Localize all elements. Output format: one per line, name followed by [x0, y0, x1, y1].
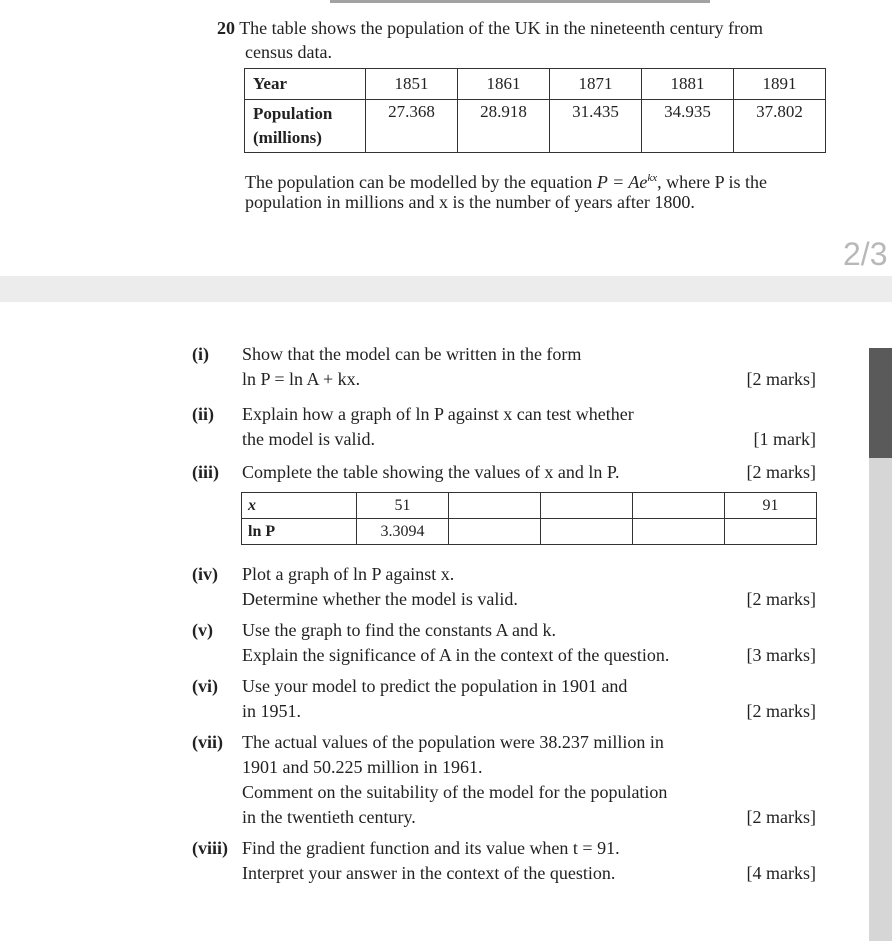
part-text: Explain the significance of A in the context of the question.: [242, 645, 670, 665]
marks-label: [4 marks]: [746, 863, 816, 883]
x-header: x: [242, 493, 357, 519]
year-cell: 1881: [642, 69, 734, 100]
part-label: (v): [192, 620, 213, 640]
lnp-cell[interactable]: [449, 519, 541, 545]
part-text: Use the graph to find the constants A and k.: [242, 620, 556, 640]
question-intro: [217, 16, 763, 40]
year-cell: 1861: [458, 69, 550, 100]
population-header: [245, 100, 366, 153]
part-text: Interpret your answer in the context of the question.: [242, 863, 616, 883]
part-text: Find the gradient function and its value when t = 91.: [242, 838, 620, 858]
population-table: [244, 68, 826, 153]
x-cell: 91: [725, 493, 817, 519]
population-cell: 27.368: [366, 100, 458, 153]
population-cell: 28.918: [458, 100, 550, 153]
table-row-year: [245, 69, 826, 100]
part-text: The actual values of the population were 38.237 million in: [242, 732, 664, 752]
population-cell: 37.802: [734, 100, 826, 153]
model-description-line2: population in millions and x is the number of years after 1800.: [245, 192, 695, 212]
year-cell: 1871: [550, 69, 642, 100]
x-cell[interactable]: [541, 493, 633, 519]
marks-label: [2 marks]: [746, 701, 816, 721]
part-text: Plot a graph of ln P against x.: [242, 564, 455, 584]
page-2: [0, 302, 892, 941]
population-header-line1: Population: [253, 104, 333, 123]
marks-label: [2 marks]: [746, 807, 816, 827]
part-label: (ii): [192, 404, 214, 424]
question-number: 20: [217, 18, 235, 38]
year-cell: 1891: [734, 69, 826, 100]
part-text: Explain how a graph of ln P against x can test whether: [242, 404, 634, 424]
scrollbar-thumb[interactable]: [869, 348, 892, 458]
part-label: (iv): [192, 564, 218, 584]
x-cell[interactable]: [633, 493, 725, 519]
marks-label: [2 marks]: [746, 589, 816, 609]
page-gap: [0, 276, 892, 302]
lnp-header: ln P: [242, 519, 357, 545]
divider-line: [330, 0, 710, 3]
part-label: (iii): [192, 462, 219, 482]
part-text: Comment on the suitability of the model for the population: [242, 782, 668, 802]
marks-label: [2 marks]: [746, 462, 816, 482]
part-text: in the twentieth century.: [242, 807, 416, 827]
part-text: Show that the model can be written in the form: [242, 344, 582, 364]
intro-line-2: census data.: [245, 42, 332, 62]
population-cell: 34.935: [642, 100, 734, 153]
page-indicator: 2/3: [843, 236, 888, 272]
model-exponent: kx: [647, 172, 658, 184]
table-row-lnp: [242, 519, 817, 545]
part-label: (vi): [192, 676, 218, 696]
intro-line-1: The table shows the population of the UK in the nineteenth century from: [239, 18, 764, 38]
part-label: (vii): [192, 732, 223, 752]
lnp-table: [241, 492, 817, 545]
population-header-line2: (millions): [253, 128, 322, 147]
marks-label: [2 marks]: [746, 369, 816, 389]
x-cell[interactable]: [449, 493, 541, 519]
part-text: Determine whether the model is valid.: [242, 589, 518, 609]
lnp-cell[interactable]: [541, 519, 633, 545]
year-header: Year: [245, 69, 366, 100]
part-text: in 1951.: [242, 701, 302, 721]
marks-label: [3 marks]: [746, 645, 816, 665]
part-text: 1901 and 50.225 million in 1961.: [242, 757, 483, 777]
part-label: (viii): [192, 838, 228, 858]
page-1: [0, 0, 892, 276]
lnp-cell[interactable]: [725, 519, 817, 545]
part-text: Complete the table showing the values of x and ln P.: [242, 462, 620, 482]
part-text: the model is valid.: [242, 429, 375, 449]
table-row-population: [245, 100, 826, 153]
model-text-a: The population can be modelled by the equation: [245, 172, 597, 192]
marks-label: [1 mark]: [753, 429, 816, 449]
lnp-cell: 3.3094: [357, 519, 449, 545]
model-equation: P = Ae: [596, 172, 648, 192]
part-text: Use your model to predict the population in 1901 and: [242, 676, 628, 696]
part-label: (i): [192, 344, 209, 364]
lnp-cell[interactable]: [633, 519, 725, 545]
part-text: ln P = ln A + kx.: [242, 369, 361, 389]
table-row-x: [242, 493, 817, 519]
year-cell: 1851: [366, 69, 458, 100]
population-cell: 31.435: [550, 100, 642, 153]
x-cell: 51: [357, 493, 449, 519]
model-text-b: , where P is the: [657, 172, 767, 192]
